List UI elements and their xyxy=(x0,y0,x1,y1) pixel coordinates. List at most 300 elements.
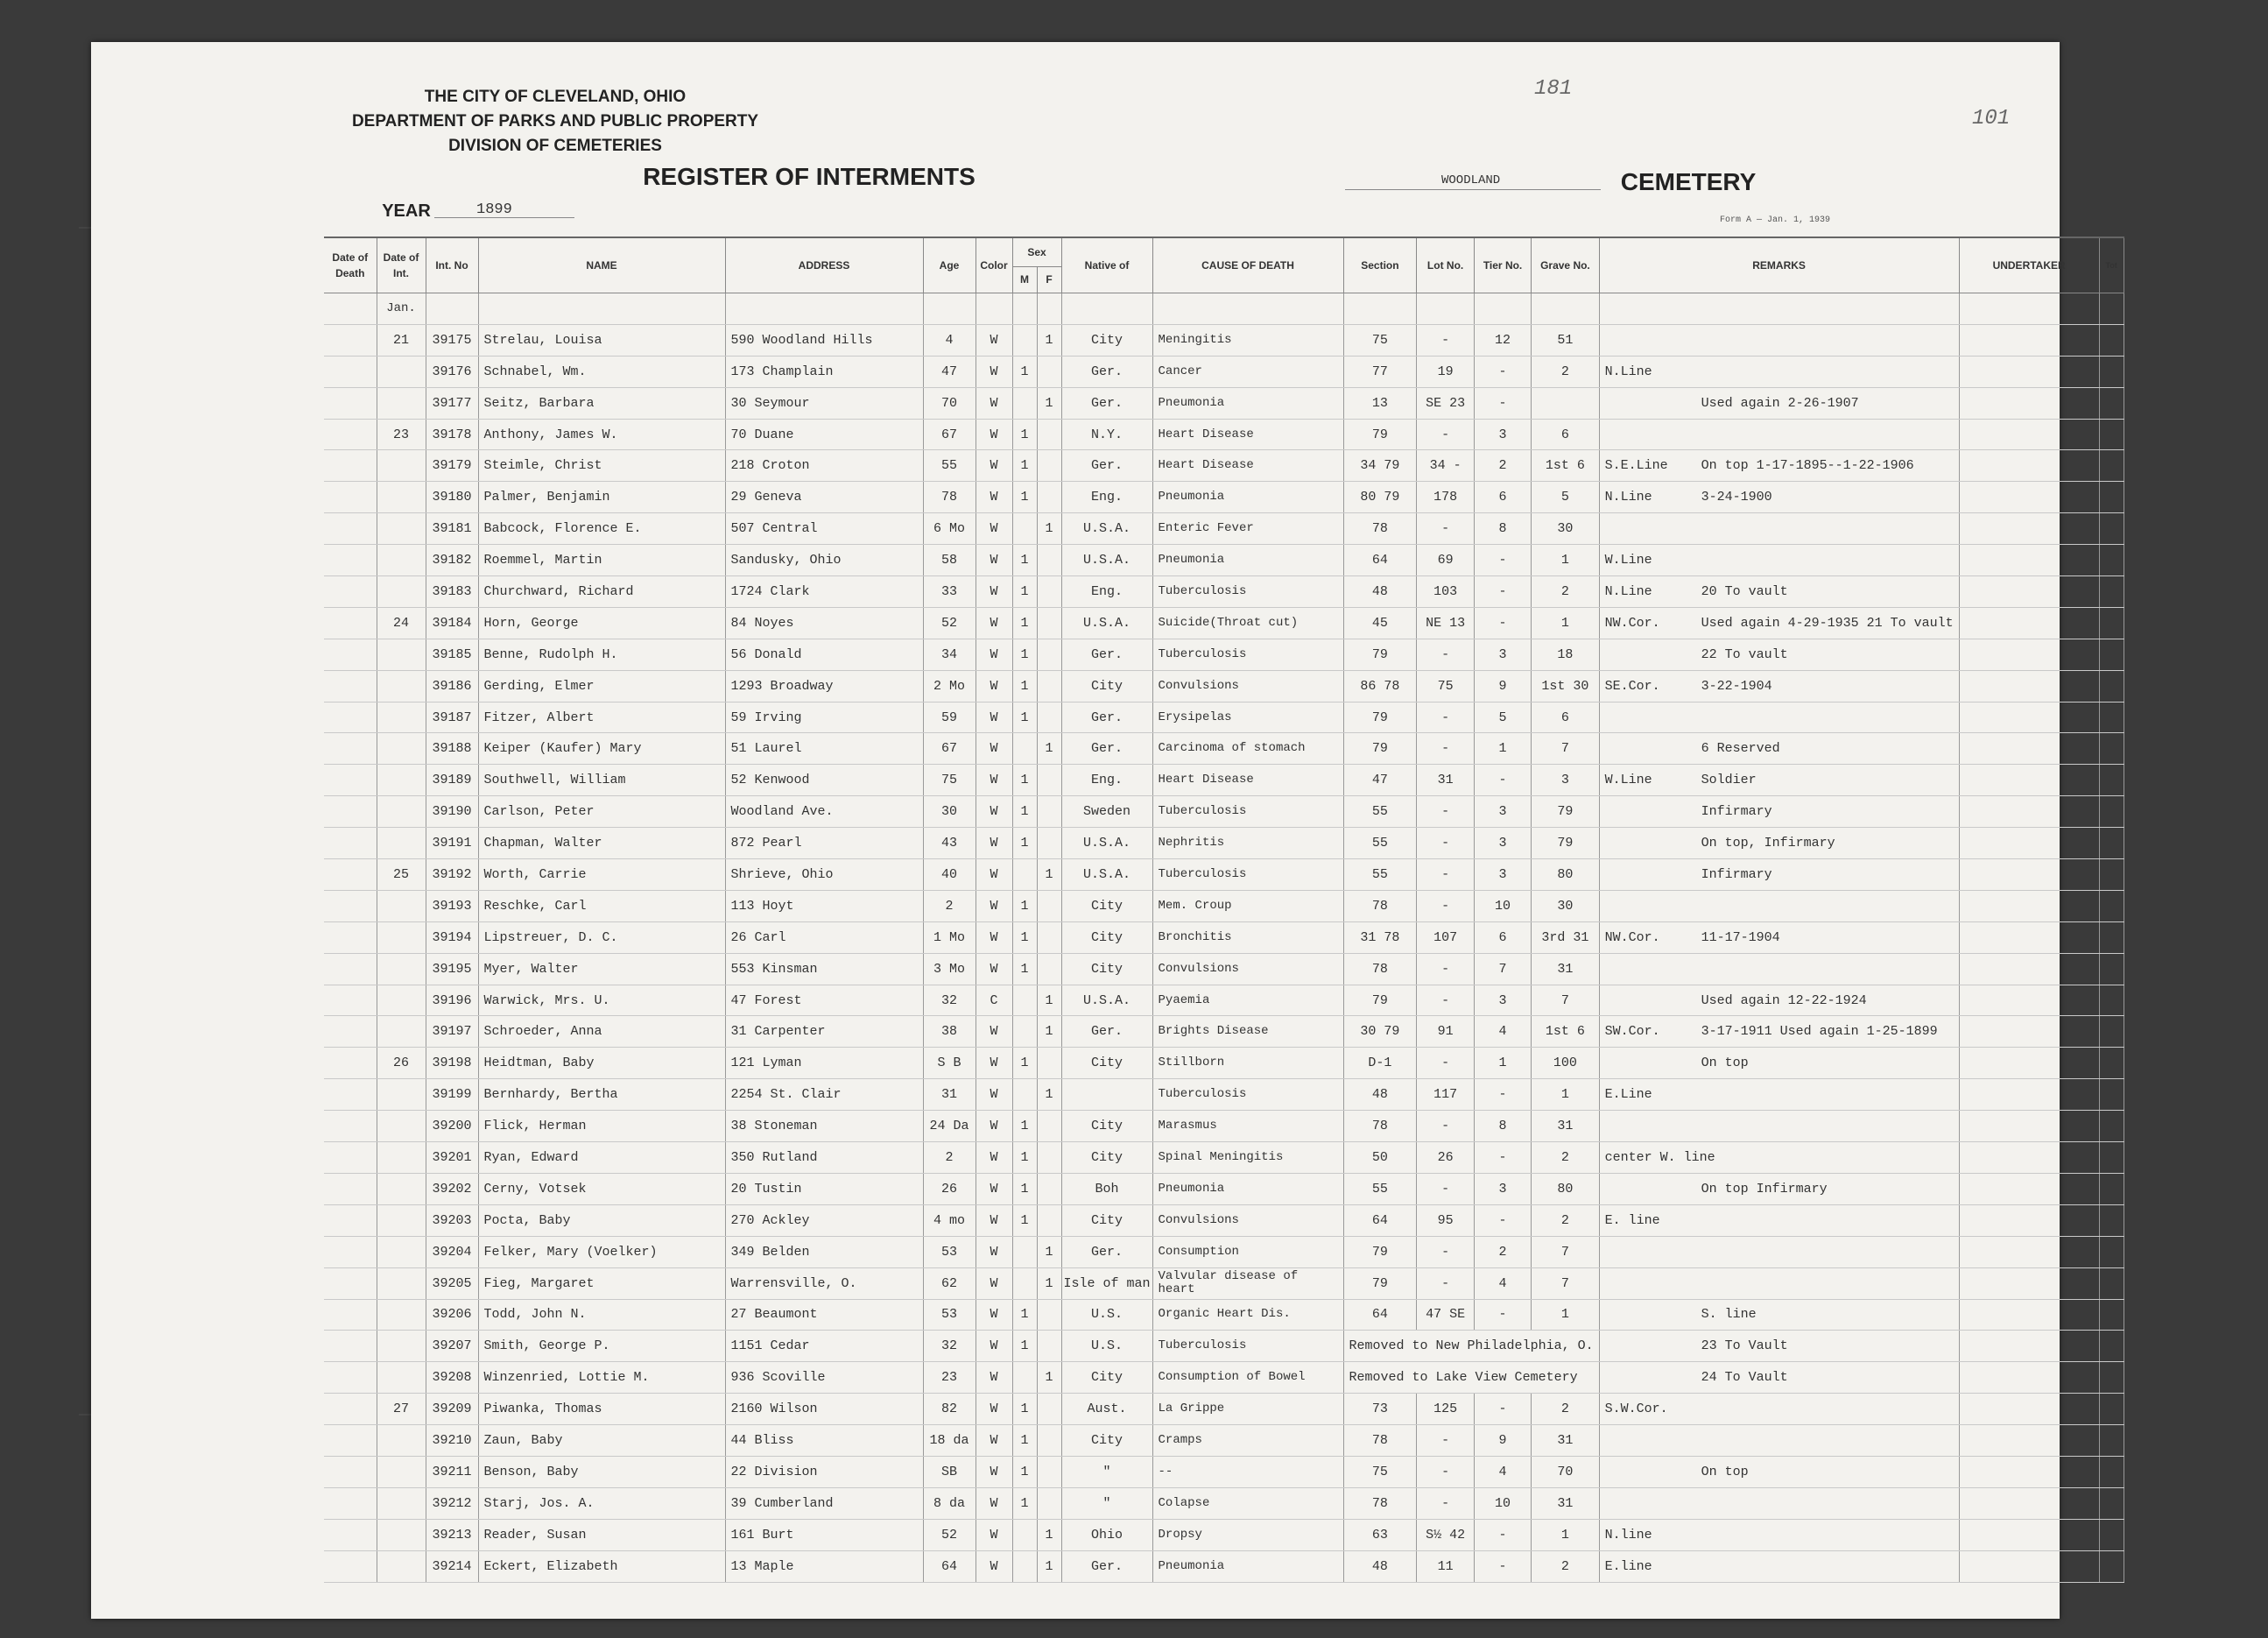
cell-address: Warrensville, O. xyxy=(725,1267,923,1299)
table-row xyxy=(324,1236,2124,1267)
cell-sex-f xyxy=(1037,1456,1061,1487)
cell-lot-no: - xyxy=(1417,828,1474,859)
table-row xyxy=(324,1331,2124,1362)
cell-extra xyxy=(2099,733,2124,765)
cell-date-of-death xyxy=(324,985,377,1016)
table-row xyxy=(324,1079,2124,1111)
table-row xyxy=(324,1204,2124,1236)
cell-section: 55 xyxy=(1343,1173,1417,1204)
cell-lot-no: - xyxy=(1417,890,1474,921)
cell-date-of-death xyxy=(324,1394,377,1425)
cell-undertaker xyxy=(1959,576,2099,608)
cell-age: 3 Mo xyxy=(923,953,976,985)
cell-section: 55 xyxy=(1343,796,1417,828)
cell-tier-no: 12 xyxy=(1474,324,1531,356)
cell-int-no: 39210 xyxy=(426,1425,478,1457)
cell-name: Smith, George P. xyxy=(478,1331,725,1362)
cell-cause-of-death: Consumption of Bowel xyxy=(1152,1362,1343,1394)
cell-lot-no: - xyxy=(1417,1456,1474,1487)
header-department: DEPARTMENT OF PARKS AND PUBLIC PROPERTY xyxy=(351,112,759,131)
table-row xyxy=(324,859,2124,891)
cell-name: Roemmel, Martin xyxy=(478,545,725,576)
cell-name: Horn, George xyxy=(478,607,725,639)
cell-cause-of-death: Tuberculosis xyxy=(1152,1331,1343,1362)
cell-date-of-int xyxy=(377,1299,426,1331)
table-row xyxy=(324,670,2124,702)
cell-date-of-death xyxy=(324,387,377,419)
cell-undertaker xyxy=(1959,545,2099,576)
cell-color: W xyxy=(976,324,1012,356)
cell-native-of: City xyxy=(1061,1111,1152,1142)
cell-sex-m xyxy=(1012,1016,1037,1048)
cell-date-of-death xyxy=(324,1519,377,1550)
cell-date-of-int xyxy=(377,1079,426,1111)
cell-sex-f xyxy=(1037,953,1061,985)
cell-section: 30 79 xyxy=(1343,1016,1417,1048)
cell-address: 2254 St. Clair xyxy=(725,1079,923,1111)
cell-extra xyxy=(2099,859,2124,891)
cell-lot-no: - xyxy=(1417,733,1474,765)
cell-tier-no: 10 xyxy=(1474,890,1531,921)
cell-lot-no: - xyxy=(1417,1173,1474,1204)
cell-sex-m xyxy=(1012,1267,1037,1299)
cell-undertaker xyxy=(1959,419,2099,450)
cell-date-of-int xyxy=(377,1016,426,1048)
cell-extra xyxy=(2099,1204,2124,1236)
remark-line: SW.Cor. xyxy=(1604,1024,1660,1040)
remark-note: Used again 2-26-1907 xyxy=(1701,395,1859,411)
cemetery-label: CEMETERY xyxy=(1620,168,1757,195)
col-sex-m: M xyxy=(1012,266,1037,293)
cell-remarks xyxy=(1599,419,1959,450)
cell-grave-no: 3rd 31 xyxy=(1532,921,1599,953)
cell-grave-no: 80 xyxy=(1532,1173,1599,1204)
cell-tier-no: 3 xyxy=(1474,859,1531,891)
cell-name: Bernhardy, Bertha xyxy=(478,1079,725,1111)
cell-grave-no: 2 xyxy=(1532,1142,1599,1174)
cell-address: 13 Maple xyxy=(725,1550,923,1582)
table-row xyxy=(324,1048,2124,1079)
cell-undertaker xyxy=(1959,1048,2099,1079)
remark-line: S.E.Line xyxy=(1604,458,1668,474)
cell-date-of-int: 21 xyxy=(377,324,426,356)
cell-section: 75 xyxy=(1343,324,1417,356)
cell-color: W xyxy=(976,450,1012,482)
cell-sex-f xyxy=(1037,1394,1061,1425)
cell-address: 56 Donald xyxy=(725,639,923,670)
cell-sex-f xyxy=(1037,356,1061,387)
cell-undertaker xyxy=(1959,1142,2099,1174)
cell-color: W xyxy=(976,1173,1012,1204)
cell-undertaker xyxy=(1959,921,2099,953)
cell-undertaker xyxy=(1959,702,2099,733)
cell-sex-f: 1 xyxy=(1037,513,1061,545)
cell-name: Babcock, Florence E. xyxy=(478,513,725,545)
cell-sex-m: 1 xyxy=(1012,1048,1037,1079)
cell-sex-f xyxy=(1037,419,1061,450)
cell-sex-f: 1 xyxy=(1037,1267,1061,1299)
cell-sex-m: 1 xyxy=(1012,702,1037,733)
header-division: DIVISION OF CEMETERIES xyxy=(448,137,662,155)
cell-native-of: Boh xyxy=(1061,1173,1152,1204)
cell-color: W xyxy=(976,953,1012,985)
cell-native-of: Eng. xyxy=(1061,482,1152,513)
cell-address: Woodland Ave. xyxy=(725,796,923,828)
cell-date-of-death xyxy=(324,1204,377,1236)
cell-cause-of-death: Marasmus xyxy=(1152,1111,1343,1142)
cell-section: 73 xyxy=(1343,1394,1417,1425)
cell-color: W xyxy=(976,1267,1012,1299)
cell-color: W xyxy=(976,859,1012,891)
cell-tier-no: - xyxy=(1474,1299,1531,1331)
cell-color: W xyxy=(976,1394,1012,1425)
cell-section: 78 xyxy=(1343,953,1417,985)
cell-tier-no: 6 xyxy=(1474,482,1531,513)
cell-int-no: 39213 xyxy=(426,1519,478,1550)
cell-native-of: U.S.A. xyxy=(1061,859,1152,891)
cell-name: Myer, Walter xyxy=(478,953,725,985)
cell-date-of-death xyxy=(324,1425,377,1457)
cell-extra xyxy=(2099,545,2124,576)
cell-date-of-death xyxy=(324,1048,377,1079)
remark-note: 3-17-1911 Used again 1-25-1899 xyxy=(1701,1024,1938,1040)
cell-cause-of-death: Pneumonia xyxy=(1152,387,1343,419)
cell-section: 45 xyxy=(1343,607,1417,639)
cell-age: 64 xyxy=(923,1550,976,1582)
cell-native-of: City xyxy=(1061,1204,1152,1236)
cell-date-of-death xyxy=(324,796,377,828)
cell-date-of-int xyxy=(377,387,426,419)
col-lot-no: Lot No. xyxy=(1417,237,1474,293)
cell-native-of: City xyxy=(1061,1425,1152,1457)
cell-undertaker xyxy=(1959,796,2099,828)
cell-cause-of-death: Mem. Croup xyxy=(1152,890,1343,921)
cell-section: 78 xyxy=(1343,1425,1417,1457)
cell-native-of: City xyxy=(1061,324,1152,356)
cell-undertaker xyxy=(1959,1519,2099,1550)
cell-sex-f xyxy=(1037,921,1061,953)
cell-date-of-death xyxy=(324,1299,377,1331)
cell-sex-m xyxy=(1012,387,1037,419)
cell-section: 55 xyxy=(1343,828,1417,859)
register-page xyxy=(91,42,2117,1619)
table-row xyxy=(324,796,2124,828)
cell-section: 75 xyxy=(1343,1456,1417,1487)
cell-remarks xyxy=(1599,1173,1959,1204)
cell-undertaker xyxy=(1959,1016,2099,1048)
cell-lot-no: 47 SE xyxy=(1417,1299,1474,1331)
cell-grave-no: 7 xyxy=(1532,733,1599,765)
cell-color: C xyxy=(976,985,1012,1016)
cell-sex-m: 1 xyxy=(1012,356,1037,387)
cell-cause-of-death: Dropsy xyxy=(1152,1519,1343,1550)
col-undertaker: UNDERTAKER xyxy=(1959,237,2099,293)
cell-lot-no: 11 xyxy=(1417,1550,1474,1582)
cell-lot-no: 125 xyxy=(1417,1394,1474,1425)
cell-sex-m: 1 xyxy=(1012,765,1037,796)
cell-sex-m: 1 xyxy=(1012,921,1037,953)
table-row xyxy=(324,545,2124,576)
col-remarks: REMARKS xyxy=(1599,237,1959,293)
table-row xyxy=(324,1267,2124,1299)
cell-date-of-death xyxy=(324,639,377,670)
cell-cause-of-death: Bronchitis xyxy=(1152,921,1343,953)
cell-date-of-int xyxy=(377,828,426,859)
cell-undertaker xyxy=(1959,1550,2099,1582)
cell-remarks xyxy=(1599,1487,1959,1519)
cell-date-of-int: 26 xyxy=(377,1048,426,1079)
cell-grave-no: 31 xyxy=(1532,1487,1599,1519)
cell-lot-no: - xyxy=(1417,1425,1474,1457)
cell-name: Zaun, Baby xyxy=(478,1425,725,1457)
cell-grave-no: 2 xyxy=(1532,1204,1599,1236)
cell-sex-m: 1 xyxy=(1012,1456,1037,1487)
cell-grave-no: 80 xyxy=(1532,859,1599,891)
col-section: Section xyxy=(1343,237,1417,293)
cell-tier-no: - xyxy=(1474,1204,1531,1236)
cell-grave-no: 1st 6 xyxy=(1532,450,1599,482)
cell-extra xyxy=(2099,953,2124,985)
cell-date-of-int: 27 xyxy=(377,1394,426,1425)
cell-date-of-death xyxy=(324,953,377,985)
cell-section: 78 xyxy=(1343,890,1417,921)
cell-int-no: 39192 xyxy=(426,859,478,891)
cell-int-no: 39175 xyxy=(426,324,478,356)
cell-date-of-int xyxy=(377,450,426,482)
cell-date-of-death xyxy=(324,921,377,953)
cell-extra xyxy=(2099,1079,2124,1111)
cell-lot-no: 26 xyxy=(1417,1142,1474,1174)
cell-extra xyxy=(2099,1550,2124,1582)
cell-lot-no: - xyxy=(1417,324,1474,356)
cell-address: 31 Carpenter xyxy=(725,1016,923,1048)
cell-section: 79 xyxy=(1343,733,1417,765)
cell-name: Southwell, William xyxy=(478,765,725,796)
cell-section: 78 xyxy=(1343,1111,1417,1142)
cell-address: 349 Belden xyxy=(725,1236,923,1267)
cell-cause-of-death: Cramps xyxy=(1152,1425,1343,1457)
cell-tier-no: - xyxy=(1474,1550,1531,1582)
cell-color: W xyxy=(976,1111,1012,1142)
cell-address: 26 Carl xyxy=(725,921,923,953)
cell-address: 52 Kenwood xyxy=(725,765,923,796)
cell-cause-of-death: Pneumonia xyxy=(1152,482,1343,513)
cell-address: 38 Stoneman xyxy=(725,1111,923,1142)
cell-date-of-int: 23 xyxy=(377,419,426,450)
cell-cause-of-death: Convulsions xyxy=(1152,1204,1343,1236)
cell-cause-of-death: Tuberculosis xyxy=(1152,859,1343,891)
cell-address: 173 Champlain xyxy=(725,356,923,387)
cell-sex-f xyxy=(1037,639,1061,670)
cell-section: 64 xyxy=(1343,1204,1417,1236)
cell-section: 64 xyxy=(1343,545,1417,576)
cell-age: 8 da xyxy=(923,1487,976,1519)
cell-undertaker xyxy=(1959,670,2099,702)
cell-grave-no: 1st 30 xyxy=(1532,670,1599,702)
remark-line: NW.Cor. xyxy=(1604,929,1660,945)
cell-sex-m xyxy=(1012,513,1037,545)
cell-color: W xyxy=(976,576,1012,608)
cell-extra xyxy=(2099,1236,2124,1267)
cell-name: Felker, Mary (Voelker) xyxy=(478,1236,725,1267)
cell-address: 872 Pearl xyxy=(725,828,923,859)
cell-lot-no: - xyxy=(1417,796,1474,828)
cemetery-name: WOODLAND xyxy=(1441,173,1501,187)
col-tier-no: Tier No. xyxy=(1474,237,1531,293)
cell-native-of: " xyxy=(1061,1456,1152,1487)
cell-grave-no: 1 xyxy=(1532,545,1599,576)
cell-name: Reader, Susan xyxy=(478,1519,725,1550)
cell-color: W xyxy=(976,1299,1012,1331)
remark-note: S. line xyxy=(1701,1307,1757,1323)
cell-date-of-death xyxy=(324,324,377,356)
cell-tier-no: 2 xyxy=(1474,450,1531,482)
cell-name: Gerding, Elmer xyxy=(478,670,725,702)
cell-grave-no: 30 xyxy=(1532,513,1599,545)
cell-sex-m: 1 xyxy=(1012,1394,1037,1425)
cell-name: Keiper (Kaufer) Mary xyxy=(478,733,725,765)
cell-remarks xyxy=(1599,1550,1959,1582)
remark-note: 3-24-1900 xyxy=(1701,490,1772,505)
cell-date-of-int xyxy=(377,356,426,387)
cell-age: 38 xyxy=(923,1016,976,1048)
cell-date-of-int xyxy=(377,670,426,702)
table-row xyxy=(324,482,2124,513)
cell-section: 50 xyxy=(1343,1142,1417,1174)
cell-date-of-death xyxy=(324,765,377,796)
cell-date-of-int xyxy=(377,890,426,921)
cell-age: 34 xyxy=(923,639,976,670)
cell-date-of-death xyxy=(324,356,377,387)
cell-undertaker xyxy=(1959,450,2099,482)
cell-remarks xyxy=(1599,733,1959,765)
cell-sex-m: 1 xyxy=(1012,953,1037,985)
cell-sex-f: 1 xyxy=(1037,324,1061,356)
cell-int-no: 39181 xyxy=(426,513,478,545)
cell-undertaker xyxy=(1959,387,2099,419)
cell-date-of-int xyxy=(377,513,426,545)
cell-lot-no: NE 13 xyxy=(1417,607,1474,639)
cell-address: Sandusky, Ohio xyxy=(725,545,923,576)
cell-color: W xyxy=(976,733,1012,765)
cell-remarks xyxy=(1599,1394,1959,1425)
cell-section: 79 xyxy=(1343,419,1417,450)
cell-name: Fieg, Margaret xyxy=(478,1267,725,1299)
cell-extra xyxy=(2099,1331,2124,1362)
cell-int-no: 39203 xyxy=(426,1204,478,1236)
cell-date-of-int xyxy=(377,1550,426,1582)
cell-sex-f: 1 xyxy=(1037,1236,1061,1267)
cell-lot-no: 107 xyxy=(1417,921,1474,953)
cell-sex-m: 1 xyxy=(1012,1487,1037,1519)
remark-line: W.Line xyxy=(1604,553,1652,568)
cell-cause-of-death: La Grippe xyxy=(1152,1394,1343,1425)
remark-note: 20 To vault xyxy=(1701,583,1788,599)
table-row xyxy=(324,1550,2124,1582)
remark-note: 6 Reserved xyxy=(1701,741,1780,757)
page-number: 181 xyxy=(1534,77,1573,101)
cell-extra xyxy=(2099,356,2124,387)
remark-note: 23 To Vault xyxy=(1701,1338,1788,1354)
cell-int-no: 39179 xyxy=(426,450,478,482)
table-row xyxy=(324,1142,2124,1174)
cell-sex-m: 1 xyxy=(1012,1425,1037,1457)
cell-name: Piwanka, Thomas xyxy=(478,1394,725,1425)
cell-section: 48 xyxy=(1343,1079,1417,1111)
cell-sex-f xyxy=(1037,450,1061,482)
cell-native-of: City xyxy=(1061,1142,1152,1174)
cell-date-of-int xyxy=(377,576,426,608)
cell-name: Churchward, Richard xyxy=(478,576,725,608)
cell-sex-f xyxy=(1037,1142,1061,1174)
cell-age: 24 Da xyxy=(923,1111,976,1142)
cell-grave-no: 31 xyxy=(1532,953,1599,985)
cell-name: Seitz, Barbara xyxy=(478,387,725,419)
cell-extra xyxy=(2099,450,2124,482)
cell-int-no: 39200 xyxy=(426,1111,478,1142)
cell-address: 2160 Wilson xyxy=(725,1394,923,1425)
cell-remarks xyxy=(1599,1111,1959,1142)
cell-sex-m: 1 xyxy=(1012,545,1037,576)
cell-extra xyxy=(2099,670,2124,702)
corner-number: 101 xyxy=(1972,107,2011,131)
cell-date-of-int xyxy=(377,545,426,576)
cell-lot-no: - xyxy=(1417,702,1474,733)
cell-cause-of-death: Meningitis xyxy=(1152,324,1343,356)
cell-remarks xyxy=(1599,921,1959,953)
cell-age: 33 xyxy=(923,576,976,608)
cell-name: Ryan, Edward xyxy=(478,1142,725,1174)
cell-lot-no: - xyxy=(1417,1236,1474,1267)
cell-cause-of-death: Tuberculosis xyxy=(1152,639,1343,670)
cell-native-of: U.S.A. xyxy=(1061,545,1152,576)
cell-tier-no: 7 xyxy=(1474,953,1531,985)
cell-lot-no: 31 xyxy=(1417,765,1474,796)
cell-int-no: 39204 xyxy=(426,1236,478,1267)
cell-sex-m: 1 xyxy=(1012,670,1037,702)
cell-address: 350 Rutland xyxy=(725,1142,923,1174)
cell-undertaker xyxy=(1959,828,2099,859)
cell-tier-no: - xyxy=(1474,607,1531,639)
cell-color: W xyxy=(976,1331,1012,1362)
cell-name: Lipstreuer, D. C. xyxy=(478,921,725,953)
cell-int-no: 39185 xyxy=(426,639,478,670)
cell-int-no: 39201 xyxy=(426,1142,478,1174)
cell-lot-no: - xyxy=(1417,1487,1474,1519)
cell-remarks xyxy=(1599,1519,1959,1550)
cell-age: 52 xyxy=(923,1519,976,1550)
cell-cause-of-death: Colapse xyxy=(1152,1487,1343,1519)
table-row xyxy=(324,1425,2124,1457)
cell-sex-f xyxy=(1037,828,1061,859)
table-row xyxy=(324,513,2124,545)
cell-int-no: 39197 xyxy=(426,1016,478,1048)
cell-address: 27 Beaumont xyxy=(725,1299,923,1331)
cell-grave-no xyxy=(1532,387,1599,419)
remark-note: 11-17-1904 xyxy=(1701,929,1780,945)
cell-remarks xyxy=(1599,576,1959,608)
cell-name: Pocta, Baby xyxy=(478,1204,725,1236)
cell-color: W xyxy=(976,1487,1012,1519)
year-value: 1899 xyxy=(476,201,512,218)
cell-tier-no: - xyxy=(1474,1142,1531,1174)
cell-grave-no: 1 xyxy=(1532,1079,1599,1111)
cell-age: 30 xyxy=(923,796,976,828)
cell-undertaker xyxy=(1959,356,2099,387)
cell-undertaker xyxy=(1959,1079,2099,1111)
cell-cause-of-death: Tuberculosis xyxy=(1152,1079,1343,1111)
cell-color: W xyxy=(976,1550,1012,1582)
